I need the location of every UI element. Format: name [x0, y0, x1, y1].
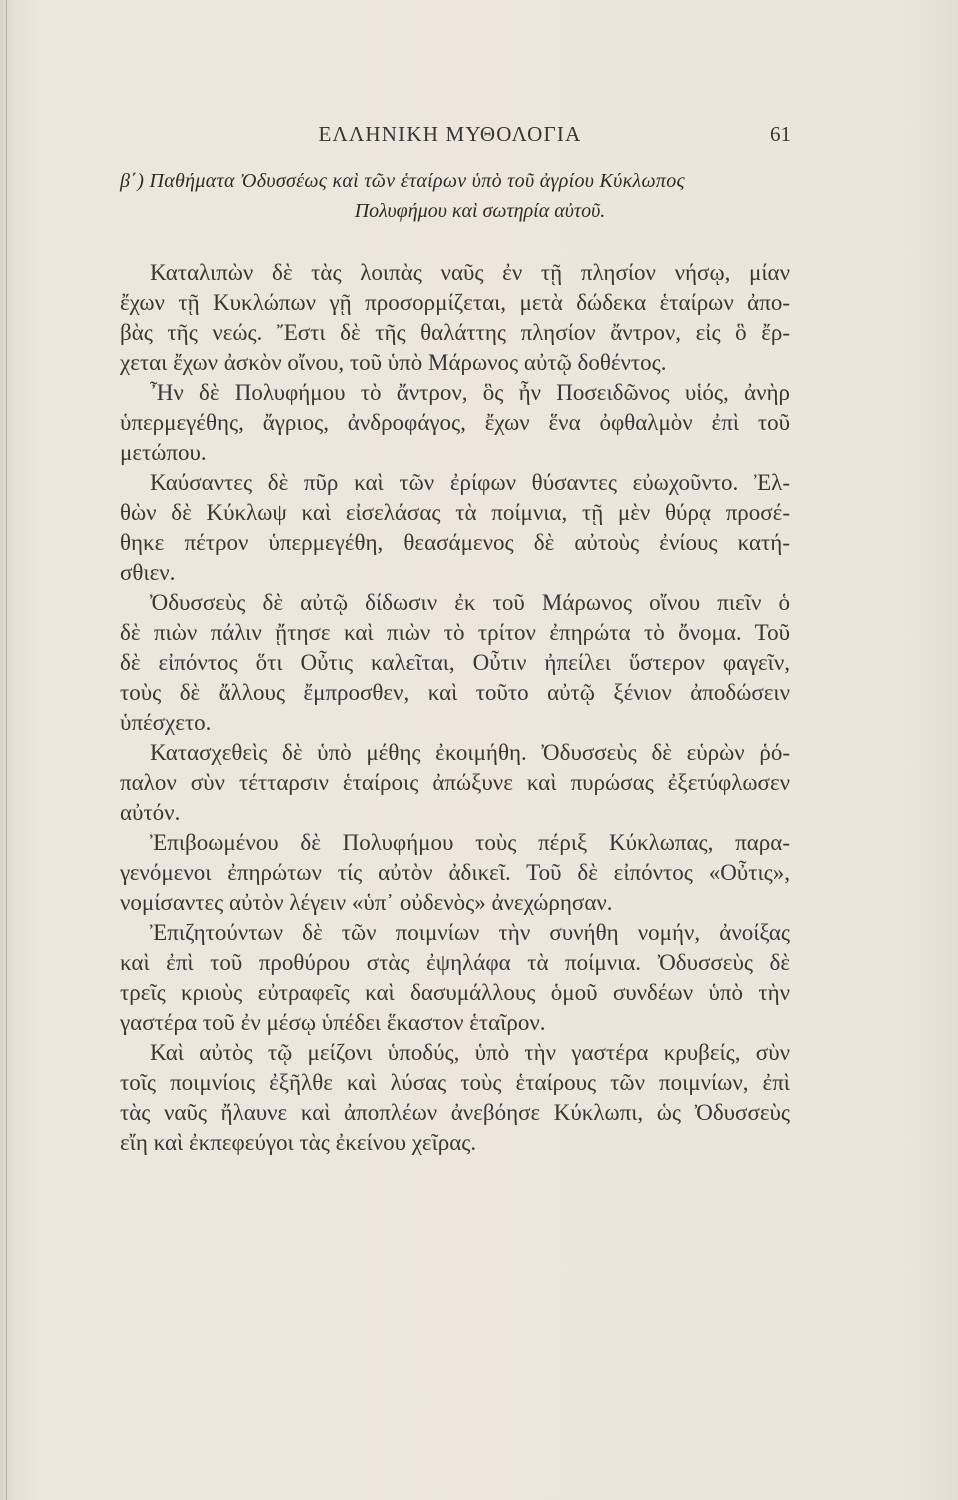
paragraph-line: τρεῖς κριοὺς εὐτραφεῖς καὶ δασυμάλλους ὁμοῦ συνδέων ὑπὸ τὴν [120, 980, 790, 1005]
paragraph-line: σθιεν. [120, 560, 176, 585]
paragraph-line: γενόμενοι ἐπηρώτων τίς αὐτὸν ἀδικεῖ. Τοῦ δὲ εἰπόντος «Οὖτις», [120, 860, 790, 885]
paragraph-line: Καὶ αὐτὸς τῷ μείζονι ὑποδύς, ὑπὸ τὴν γαστέρα κρυβείς, σὺν [150, 1040, 790, 1065]
paragraph [120, 258, 790, 378]
section-heading-line-2: Πολυφήμου καὶ σωτηρία αὐτοῦ. [354, 200, 606, 222]
section-heading-line-1: β΄) Παθήματα Ὀδυσσέως καὶ τῶν ἑταίρων ὑπὸ τοῦ ἀγρίου Κύκλωπος [120, 170, 685, 192]
paragraph-line: παλον σὺν τέτταρσιν ἑταίροις ἀπώξυνε καὶ πυρώσας ἐξετύφλωσεν [120, 770, 790, 795]
paragraph-line: μετώπου. [120, 440, 207, 465]
paragraph-line: Ἐπιζητούντων δὲ τῶν ποιμνίων τὴν συνήθη νομήν, ἀνοίξας [150, 920, 790, 945]
body-text [120, 258, 790, 1158]
paragraph-line: Καταλιπὼν δὲ τὰς λοιπὰς ναῦς ἐν τῇ πλησίον νήσῳ, μίαν [150, 260, 790, 285]
paragraph-line: νομίσαντες αὐτὸν λέγειν «ὑπ᾽ οὐδενὸς» ἀνεχώρησαν. [120, 890, 613, 915]
paragraph [120, 588, 790, 738]
paragraph-line: βὰς τῆς νεώς. Ἔστι δὲ τῆς θαλάττης πλησίον ἄντρον, εἰς ὃ ἔρ- [120, 320, 790, 345]
paragraph-line: ἔχων τῇ Κυκλώπων γῇ προσορμίζεται, μετὰ δώδεκα ἑταίρων ἀπο- [120, 290, 790, 315]
paragraph-line: τὰς ναῦς ἤλαυνε καὶ ἀποπλέων ἀνεβόησε Κύκλωπι, ὡς Ὀδυσσεὺς [120, 1100, 790, 1125]
running-title: ΕΛΛΗΝΙΚΗ ΜΥΘΟΛΟΓΙΑ [318, 122, 582, 146]
paragraph-line: γαστέρα τοῦ ἐν μέσῳ ὑπέδει ἕκαστον ἑταῖρον. [120, 1010, 546, 1035]
paragraph [120, 918, 790, 1038]
paragraph [120, 738, 790, 828]
paragraph-line: χεται ἔχων ἀσκὸν οἴνου, τοῦ ὑπὸ Μάρωνος αὐτῷ δοθέντος. [120, 350, 667, 375]
paragraph [120, 1038, 790, 1158]
page-number: 61 [770, 122, 791, 146]
paragraph-line: Ἦν δὲ Πολυφήμου τὸ ἄντρον, ὃς ἦν Ποσειδῶνος υἱός, ἀνὴρ [150, 380, 790, 405]
paragraph-line: θηκε πέτρον ὑπερμεγέθη, θεασάμενος δὲ αὐτοὺς ἐνίους κατή- [120, 530, 790, 555]
paragraph-line: Κατασχεθεὶς δὲ ὑπὸ μέθης ἐκοιμήθη. Ὀδυσσεὺς δὲ εὑρὼν ῥό- [150, 740, 790, 765]
paragraph-line: Καύσαντες δὲ πῦρ καὶ τῶν ἐρίφων θύσαντες εὐωχοῦντο. Ἐλ- [150, 470, 790, 495]
paragraph-line: εἴη καὶ ἐκπεφεύγοι τὰς ἐκείνου χεῖρας. [120, 1130, 477, 1155]
page-edge [6, 0, 7, 1500]
paragraph-line: αὐτόν. [120, 800, 181, 825]
paragraph-line: δὲ πιὼν πάλιν ᾔτησε καὶ πιὼν τὸ τρίτον ἐπηρώτα τὸ ὄνομα. Τοῦ [120, 620, 790, 645]
paragraph [120, 468, 790, 588]
paragraph-line: καὶ ἐπὶ τοῦ προθύρου στὰς ἐψηλάφα τὰ ποίμνια. Ὀδυσσεὺς δὲ [120, 950, 790, 975]
paragraph-line: τοῖς ποιμνίοις ἐξῆλθε καὶ λύσας τοὺς ἑταίρους τῶν ποιμνίων, ἐπὶ [120, 1070, 790, 1095]
paragraph-line: δὲ εἰπόντος ὅτι Οὖτις καλεῖται, Οὖτιν ἠπείλει ὕστερον φαγεῖν, [120, 650, 790, 675]
paragraph [120, 378, 790, 468]
paragraph-line: ὑπέσχετο. [120, 710, 212, 735]
paragraph-line: Ὀδυσσεὺς δὲ αὐτῷ δίδωσιν ἐκ τοῦ Μάρωνος οἴνου πιεῖν ὁ [150, 590, 790, 615]
section-heading [120, 166, 800, 226]
paragraph-line: Ἐπιβοωμένου δὲ Πολυφήμου τοὺς πέριξ Κύκλωπας, παρα- [150, 830, 790, 855]
paragraph [120, 828, 790, 918]
paragraph-line: ὑπερμεγέθης, ἄγριος, ἀνδροφάγος, ἔχων ἕνα ὀφθαλμὸν ἐπὶ τοῦ [120, 410, 790, 435]
running-head [0, 122, 958, 152]
paragraph-line: τοὺς δὲ ἄλλους ἔμπροσθεν, καὶ τοῦτο αὐτῷ ξένιον ἀποδώσειν [120, 680, 790, 705]
paragraph-line: θὼν δὲ Κύκλωψ καὶ εἰσελάσας τὰ ποίμνια, τῇ μὲν θύρᾳ προσέ- [120, 500, 790, 525]
